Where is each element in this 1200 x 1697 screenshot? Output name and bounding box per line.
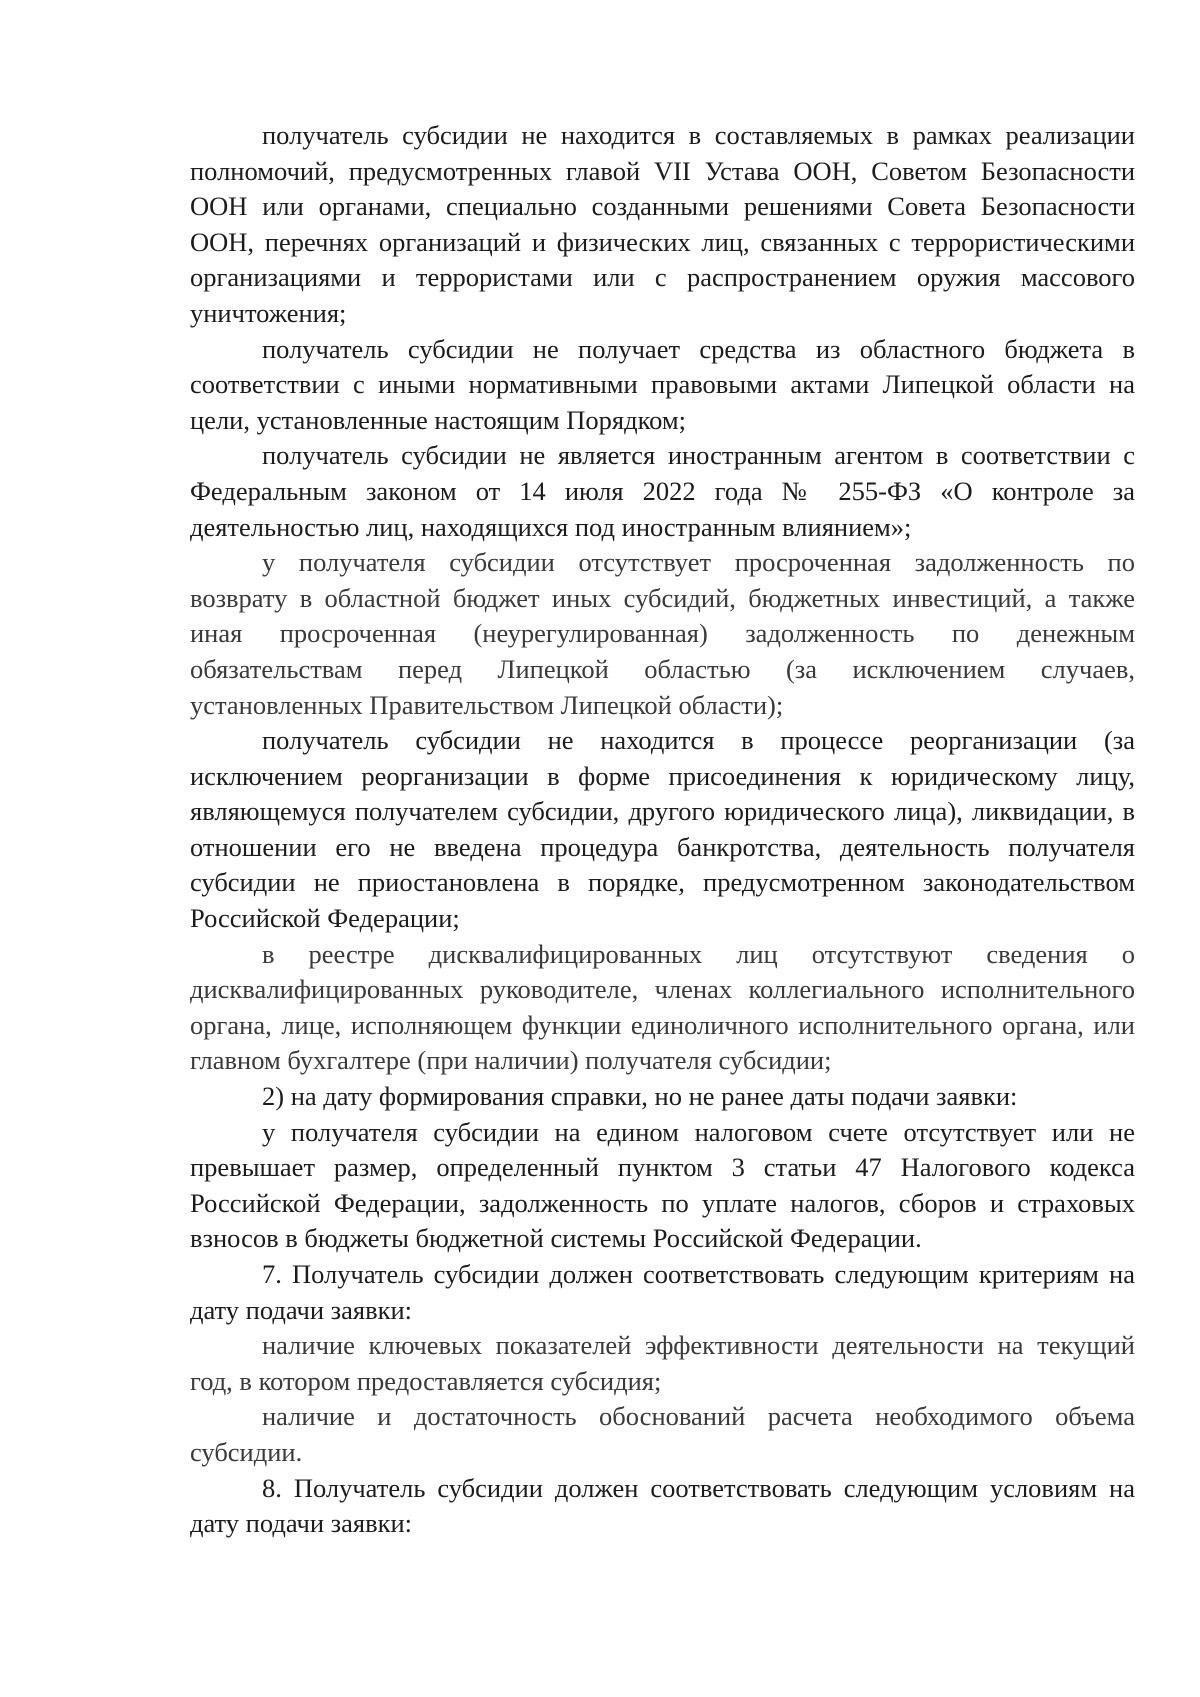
paragraph-calculation-justification: наличие и достаточность обоснований расчета необходимого объема субсидии. [190,1401,1135,1467]
paragraph-certificate-date: 2) на дату формирования справки, но не ранее даты подачи заявки: [262,1081,1018,1112]
paragraph-disqualified-persons: в реестре дисквалифицированных лиц отсутствуют сведения о дисквалифицированных руководителе, членах коллегиального исполнительного органа, лице, исполняющем функции единоличного исполнительного органа, или главном бухгалтере (при наличии) получателя субсидии; [190,938,1135,1076]
paragraph-no-other-regional-funds: получатель субсидии не получает средства из областного бюджета в соответствии с иными нормативными правовыми актами Липецкой области на цели, установленные настоящим Порядком; [190,333,1135,435]
paragraph-section-7-criteria: 7. Получатель субсидии должен соответствовать следующим критериям на дату подачи заявки: [190,1259,1135,1325]
paragraph-un-sanctions-list: получатель субсидии не находится в составляемых в рамках реализации полномочий, предусмотренных главой VII Устава ООН, Советом Безопасности ООН или органами, специально созданными решениями Совета Безопасности ООН, перечнях организаций и физических лиц, связанных с террористическими организациями и террористами или с распространением оружия массового уничтожения; [190,120,1135,328]
paragraph-no-overdue-debt: у получателя субсидии отсутствует просроченная задолженность по возврату в областной бюджет иных субсидий, бюджетных инвестиций, а также иная просроченная (неурегулированная) задолженность по денежным обязательствам перед Липецкой областью (за исключением случаев, установленных Правительством Липецкой области); [190,547,1135,720]
paragraph-kpi-presence: наличие ключевых показателей эффективности деятельности на текущий год, в котором предоставляется субсидия; [190,1330,1135,1396]
paragraph-section-8-conditions: 8. Получатель субсидии должен соответствовать следующим условиям на дату подачи заявки: [190,1472,1135,1539]
paragraph-tax-account: у получателя субсидии на едином налоговом счете отсутствует или не превышает размер, определенный пунктом 3 статьи 47 Налогового кодекса Российской Федерации, задолженность по уплате налогов, сборов и страховых взносов в бюджеты бюджетной системы Российской Федерации. [190,1116,1135,1254]
paragraph-no-reorganization: получатель субсидии не находится в процессе реорганизации (за исключением реорганизации в форме присоединения к юридическому лицу, являющемуся получателем субсидии, другого юридического лица), ликвидации, в отношении его не введена процедура банкротства, деятельность получателя субсидии не приостановлена в порядке, предусмотренном законодательством Российской Федерации; [190,725,1135,934]
document-body [190,118,1135,1542]
paragraph-not-foreign-agent: получатель субсидии не является иностранным агентом в соответствии с Федеральным законом от 14 июля 2022 года № 255-ФЗ «О контроле за деятельностью лиц, находящихся под иностранным влиянием»; [190,440,1135,542]
